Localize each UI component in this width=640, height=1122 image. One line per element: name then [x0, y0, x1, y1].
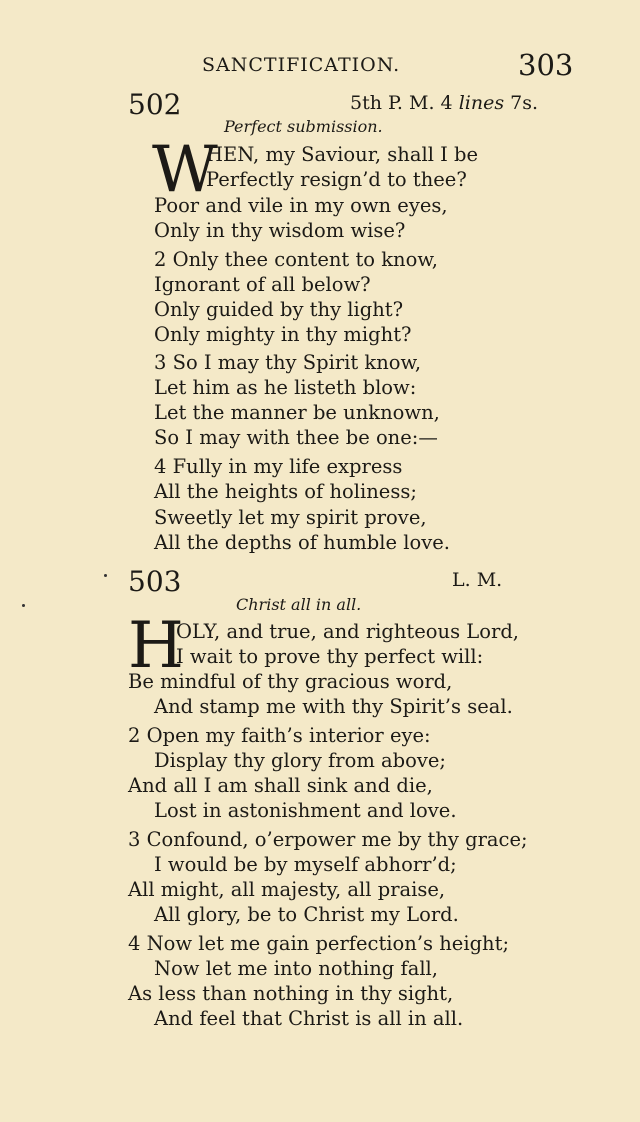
running-head: SANCTIFICATION.	[202, 54, 401, 76]
verse-line: Only guided by thy light?	[154, 298, 404, 321]
verse-line: I would be by myself abhorr’d;	[154, 853, 457, 876]
verse-line: Lost in astonishment and love.	[154, 799, 457, 822]
verse-line: So I may with thee be one:—	[154, 426, 438, 449]
verse-line: All the depths of humble love.	[154, 531, 450, 554]
verse-line: And all I am shall sink and die,	[128, 774, 433, 797]
hymn-meter: L. M.	[452, 569, 503, 591]
verse-line: 3 Confound, o’erpower me by thy grace;	[128, 828, 528, 851]
verse-line: 4 Fully in my life express	[154, 455, 403, 478]
verse-line: 4 Now let me gain perfection’s height;	[128, 932, 510, 955]
hymn-title: Perfect submission.	[224, 117, 383, 136]
drop-cap: H	[128, 609, 184, 683]
verse-line: Perfectly resign’d to thee?	[206, 168, 467, 191]
verse-line: And feel that Christ is all in all.	[154, 1007, 464, 1030]
verse-line: Let him as he listeth blow:	[154, 376, 417, 399]
hymn-number: 502	[128, 88, 182, 121]
verse-line: As less than nothing in thy sight,	[128, 982, 454, 1005]
hymn-number: 503	[128, 565, 182, 598]
verse-line: Poor and vile in my own eyes,	[154, 194, 448, 217]
verse-line: Only in thy wisdom wise?	[154, 219, 406, 242]
print-speck	[22, 604, 25, 607]
verse-line: All the heights of holiness;	[154, 480, 417, 503]
verse-line: Sweetly let my spirit prove,	[154, 506, 427, 529]
verse-line: And stamp me with thy Spirit’s seal.	[154, 695, 513, 718]
verse-line: 3 So I may thy Spirit know,	[154, 351, 422, 374]
hymn-title: Christ all in all.	[236, 595, 362, 614]
verse-line: Be mindful of thy gracious word,	[128, 670, 453, 693]
verse-line: 2 Open my faith’s interior eye:	[128, 724, 431, 747]
verse-line: All glory, be to Christ my Lord.	[154, 903, 459, 926]
verse-line: HEN, my Saviour, shall I be	[206, 143, 479, 166]
print-speck	[104, 574, 107, 577]
verse-line: OLY, and true, and righteous Lord,	[176, 620, 520, 643]
verse-line: Ignorant of all below?	[154, 273, 371, 296]
page-number: 303	[518, 48, 574, 82]
drop-cap: W	[152, 133, 218, 207]
verse-line: 2 Only thee content to know,	[154, 248, 438, 271]
verse-line: Let the manner be unknown,	[154, 401, 440, 424]
page-header	[0, 48, 640, 88]
verse-line: I wait to prove thy perfect will:	[176, 645, 484, 668]
verse-line: All might, all majesty, all praise,	[128, 878, 446, 901]
verse-line: Only mighty in thy might?	[154, 323, 412, 346]
hymn-meter: 5th P. M. 4 lines 7s.	[350, 92, 538, 114]
verse-line: Display thy glory from above;	[154, 749, 446, 772]
verse-line: Now let me into nothing fall,	[154, 957, 438, 980]
